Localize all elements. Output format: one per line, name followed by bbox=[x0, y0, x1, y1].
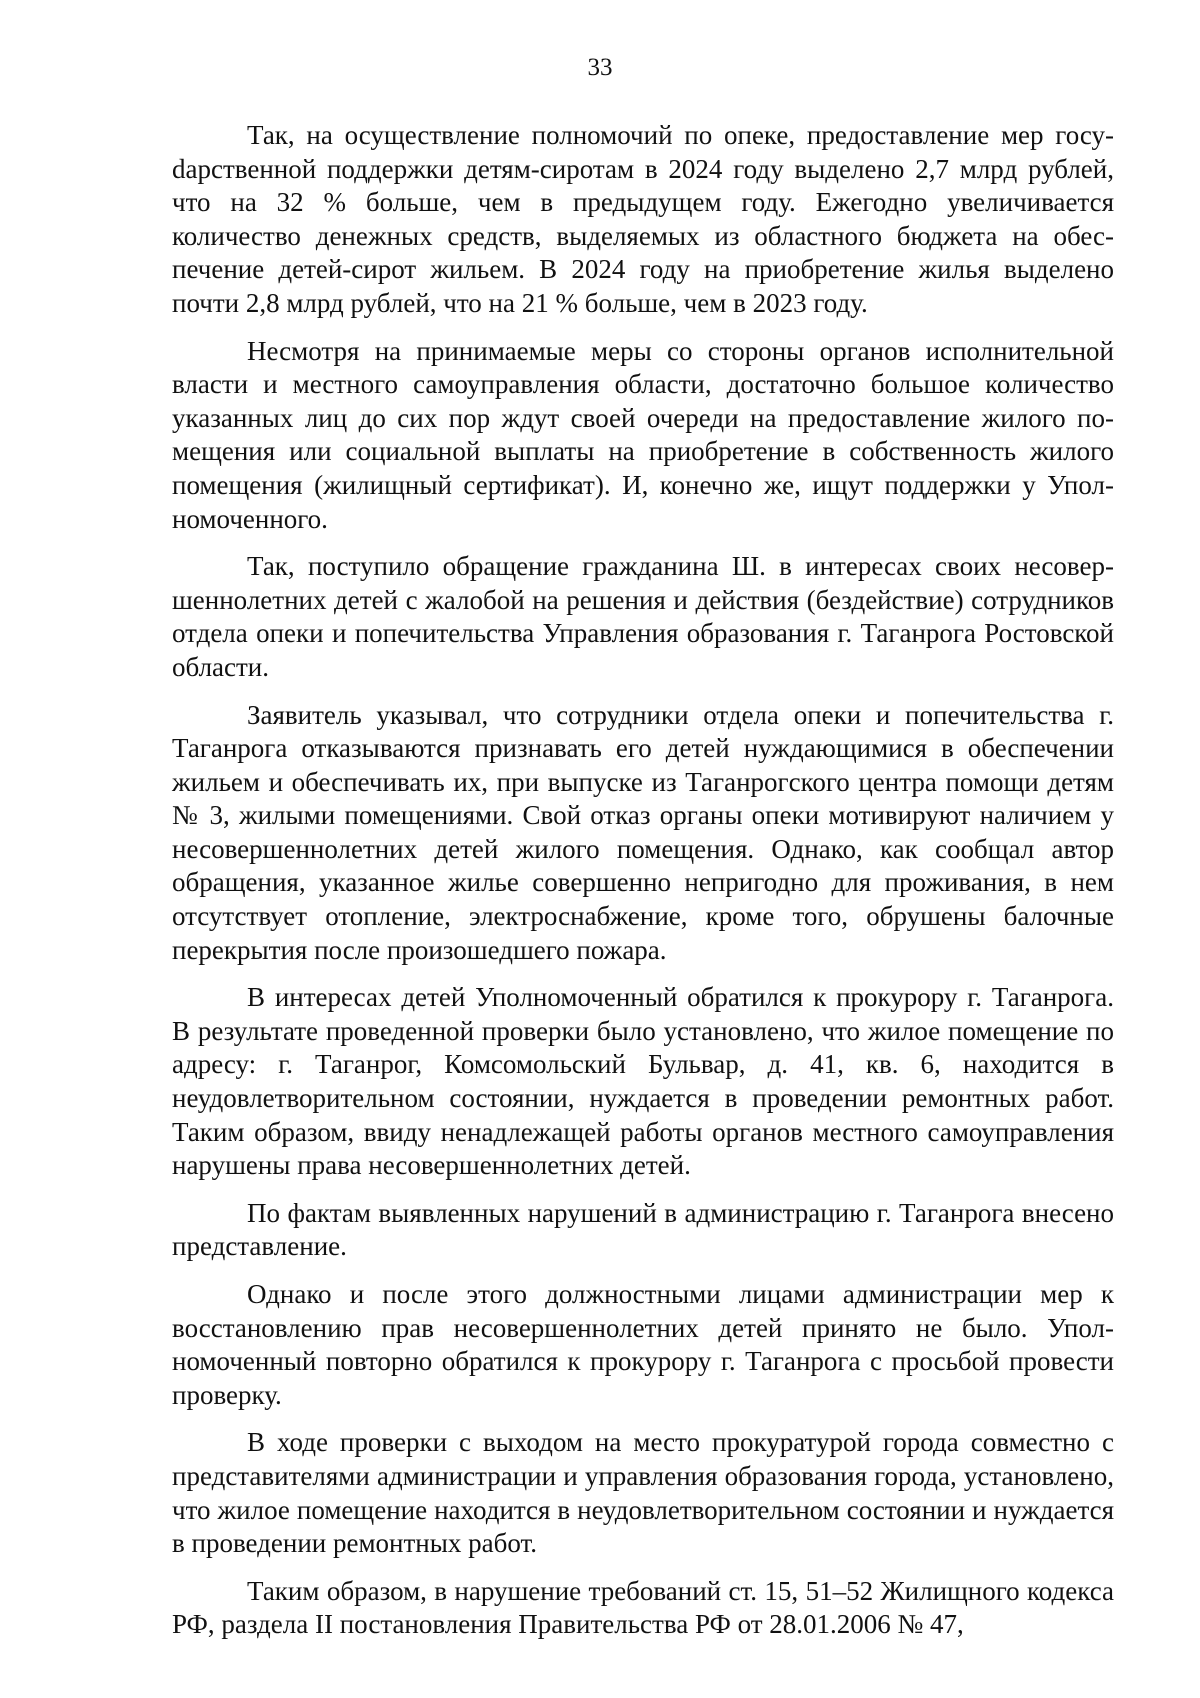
paragraph-7: Однако и после этого должностными лицами администрации мер к восстановлению прав несовершеннолетних детей принято не было. Уполномоченный повторно обратился к прокурору г. Таганрога с просьбой провести проверку. bbox=[172, 1279, 1114, 1410]
paragraph-3: Так, поступило обращение гражданина Ш. в интересах своих несовершеннолетних детей с жалобой на решения и действия (бездействие) сотрудников отдела опеки и попечительства Управления образования г. Таганрога Ростовской области. bbox=[172, 551, 1114, 682]
paragraph-8: В ходе проверки с выходом на место прокуратурой города совместно с представителями администрации и управления образования города, установлено, что жилое помещение находится в неудовлетворительном состоянии и нуждается в проведении ремонтных работ. bbox=[172, 1427, 1114, 1559]
paragraph-9: Таким образом, в нарушение требований ст. 15, 51–52 Жилищного кодекса РФ, раздела II постановления Правительства РФ от 28.01.2006 № 47, bbox=[172, 1575, 1114, 1640]
paragraph-4: Заявитель указывал, что сотрудники отдела опеки и попечительства г. Таганрога отказываются признавать его детей нуждающимися в обеспечении жильем и обеспечивать их, при выпуске из Таганрогского центра помощи детям № 3, жилыми помещениями. Свой отказ органы опеки мотивируют наличием у несовершеннолетних детей жилого помещения. Однако, как сообщал автор обращения, указанное жилье совершенно непригодно для проживания, в нем отсутствует отопление, электроснабжение, кроме того, обрушены балочные перекрытия после произошедшего пожара. bbox=[172, 699, 1114, 965]
paragraph-1: Так, на осуществление полномочий по опеке, предоставление мер госуdарственной поддержки детям-сиротам в 2024 году выделено 2,7 млрд рублей, что на 32 % больше, чем в предыдущем году. Ежегодно увеличивается количество денежных средств, выделяемых из областного бюджета на обеспечение детей-сирот жильем. В 2024 году на приобретение жилья выделено почти 2,8 млрд рублей, что на 21 % больше, чем в 2023 году. bbox=[172, 120, 1114, 318]
document-body bbox=[172, 119, 1114, 1656]
paragraph-5: В интересах детей Уполномоченный обратился к прокурору г. Таганрога. В результате проведенной проверки было установлено, что жилое помещение по адресу: г. Таганрог, Комсомольский Бульвар, д. 41, кв. 6, находится в неудовлетворительном состоянии, нуждается в проведении ремонтных работ. Таким образом, ввиду ненадлежащей работы органов местного самоуправления нарушены права несовершеннолетних детей. bbox=[172, 982, 1114, 1181]
paragraph-6: По фактам выявленных нарушений в администрацию г. Таганрога внесено представление. bbox=[172, 1197, 1114, 1262]
paragraph-2: Несмотря на принимаемые меры со стороны органов исполнительной власти и местного самоуправления области, достаточно большое количество указанных лиц до сих пор ждут своей очереди на предоставление жилого помещения или социальной выплаты на приобретение в собственность жилого помещения (жилищный сертификат). И, конечно же, ищут поддержки у Уполномоченного. bbox=[172, 335, 1114, 534]
page-number: 33 bbox=[587, 54, 613, 81]
